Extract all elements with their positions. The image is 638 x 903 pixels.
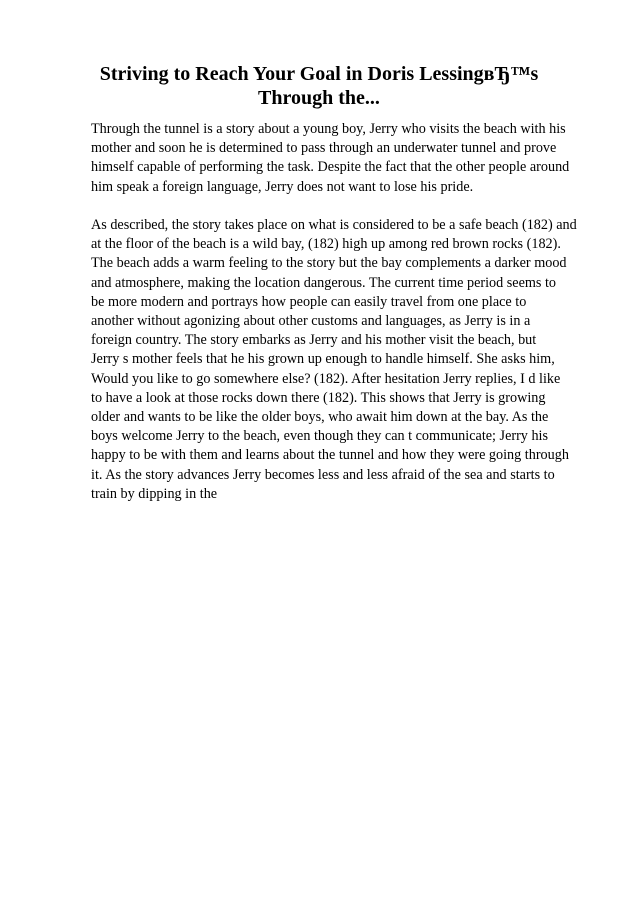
text-line: it. As the story advances Jerry becomes less and less afraid of the sea and starts to — [91, 466, 555, 483]
text-line: Jerry s mother feels that he his grown up enough to handle himself. She asks him, — [91, 351, 555, 368]
document-body — [91, 120, 611, 504]
paragraph-analysis — [91, 216, 611, 504]
text-line: be more modern and portrays how people can easily travel from one place to — [91, 293, 527, 310]
text-line: another without agonizing about other customs and languages, as Jerry is in a — [91, 313, 531, 330]
text-line: and atmosphere, making the location dangerous. The current time period seems to — [91, 274, 557, 291]
text-line: foreign country. The story embarks as Jerry and his mother visit the beach, but — [91, 332, 537, 349]
text-line: The beach adds a warm feeling to the story but the bay complements a darker mood — [91, 255, 567, 272]
text-line: As described, the story takes place on what is considered to be a safe beach (182) and — [91, 217, 577, 233]
paragraph-intro — [91, 120, 611, 197]
text-line: boys welcome Jerry to the beach, even though they can t communicate; Jerry his — [91, 428, 549, 445]
text-line: mother and soon he is determined to pass through an underwater tunnel and prove — [91, 140, 557, 157]
text-line: to have a look at those rocks down there (182). This shows that Jerry is growing — [91, 389, 546, 406]
text-line: Would you like to go somewhere else? (182). After hesitation Jerry replies, I d like — [91, 370, 561, 387]
title-line: Through the... — [258, 87, 380, 109]
text-line: at the floor of the beach is a wild bay, (182) high up among red brown rocks (182). — [91, 236, 561, 253]
document-title — [90, 62, 548, 110]
text-line: Through the tunnel is a story about a young boy, Jerry who visits the beach with his — [91, 121, 566, 137]
text-line: happy to be with them and learns about the tunnel and how they were going through — [91, 447, 569, 464]
text-line: him speak a foreign language, Jerry does not want to lose his pride. — [91, 178, 474, 195]
text-line: older and wants to be like the older boys, who await him down at the bay. As the — [91, 409, 549, 426]
title-line: Striving to Reach Your Goal in Doris LessingвЂ™s — [99, 63, 539, 85]
text-line: himself capable of performing the task. Despite the fact that the other people around — [91, 159, 570, 176]
text-line: train by dipping in the — [91, 485, 218, 502]
